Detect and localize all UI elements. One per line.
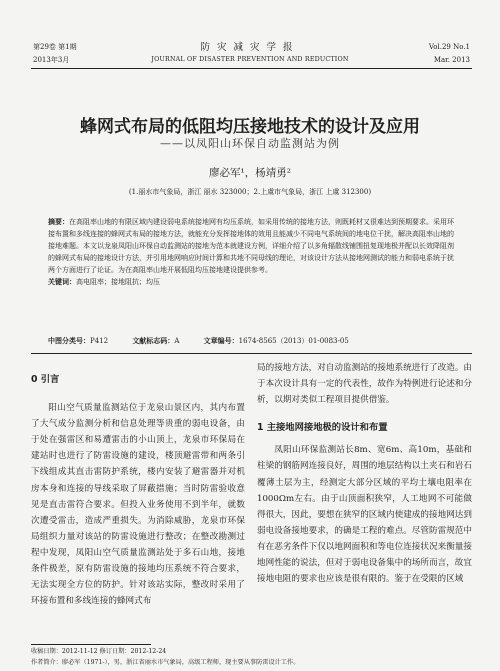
right-column: [257, 360, 472, 587]
author-bio: 作者简介：廖必军（1971-），男，浙江省丽水市气象局，高级工程师，现主要从事防雷设计工作。: [31, 659, 300, 666]
affiliation: (1.丽水市气象局，浙江 丽水 323000；2.上虞市气象局，浙江 上虞 312300): [128, 188, 372, 196]
abstract-label: 摘要：: [48, 218, 69, 226]
abstract-text: 在高阻率山地的有限区域内建设弱电系统接地网有均压系统，如采用传统的接地方法，则既耗材又很难达到预期要求。采用环接布置和多线连接的蜂网式布局的接地方法，就能充分发挥接地体的效用且能减少不同电气系统间的地电位干扰，解决高阻率山地的接地难题。本文以龙泉凤阳山环保自动监测站的接地为范本就建设方例，详细介绍了以多角辐散线铺围扭复现地极并配以长效降阻剂的蜂网式布局的接地设计方法，并引用地网响应时间计算和共地不同母线的理论，对该设计方法从接地网测试的能力和弱电系统于扰两个方面进行了论证。为在高阻率山地开展低阻均压接地建设提供参考。: [48, 218, 454, 274]
section-heading-1: 1 主接地网接地极的设计和布置: [257, 422, 388, 434]
article-subtitle: ——以凤阳山环保自动监测站为例: [160, 137, 340, 150]
intro-paragraph: 阳山空气质量监测站位于龙泉山景区内，其内布置了大气成分监测分析和信息处理等贵重的弱电设备，由于处在强雷区和易遭雷击的小山顶上，龙泉市环保局在建站时也进行了防雷设施的建设，楼顶避雷带和两条引下线组成其直击雷防护系统，楼内安装了避雷器并对机房本身和连接的导线采取了屏蔽措施；当时防雷验收意见是直击雷符合要求。但投入业务使用不到半年，就数次遭受雷击，造成严重损失。为消除威胁，龙泉市环保局组织力量对该站的防雷设施进行整改；在整改勘测过程中发现，凤阳山空气质量监测站处于多石山地，接地条件极差，原有防雷设施的接地均压系统不符合要求，无法实现全方位的防护。针对该站实际，整改时采用了环接布置和多线连接的蜂网式布: [31, 403, 245, 607]
keywords: 高电阻率；接地阻抗；均压: [76, 278, 160, 286]
doc-code: A: [174, 337, 180, 345]
journal-name: [0, 41, 500, 66]
section-heading-intro: 0 引言: [31, 374, 60, 385]
volume-issue-cn: 第29卷 第1期: [33, 43, 77, 51]
doc-code-label: 文献标志码：: [132, 337, 175, 345]
authors: 廖必军¹，杨靖勇²: [209, 167, 291, 179]
journal-title-cn: 防灾减灾学报: [200, 42, 300, 53]
footnotes: [31, 646, 472, 668]
volume-info-en: [429, 41, 470, 67]
section1-paragraph: 凤阳山环保监测站长8m、宽6m、高10m，基础和柱梁的钢筋网连接良好，周围的地层结构以土夹石和岩石覆薄土层为主，经测定大部分区域的平均土壤电阻率在1000Ωm左右。由于山顶面积狭窄，人工地网不可能做得很大，因此，要想在狭窄的区域内使建成的接地网达到弱电设备接地要求，的确是工程的难点。尽管防雷规范中有在恶劣条件下仅以地网面积和等电位连接状况来衡量接地网性能的说法，但对于弱电设备集中的场所而言，故宜接地电阻的要求也应该是很有限的。鉴于在受限的区域: [257, 445, 472, 585]
date-cn: 2013年3月: [33, 56, 70, 64]
abstract-rule: [31, 353, 472, 354]
volume-issue-en: Vol.29 No.1: [428, 43, 470, 51]
article-id-label: 文章编号：: [203, 337, 239, 345]
footnote-rule: [31, 644, 151, 645]
journal-title-en: JOURNAL OF DISASTER PREVENTION AND REDUCTION: [151, 56, 349, 63]
abstract: [48, 216, 454, 288]
date-en: Mar. 2013: [433, 56, 470, 64]
received-date: 收稿日期：2012-11-12 修订日期：2012-12-24: [31, 648, 167, 655]
article-id: 1674-8565（2013）01-0083-05: [238, 337, 349, 345]
header-rule: [31, 68, 472, 69]
article-title: 蜂网式布局的低阻均压接地技术的设计及应用: [80, 117, 420, 137]
keywords-label: 关键词：: [48, 278, 76, 286]
clc-label: 中图分类号：: [48, 337, 90, 345]
classification-line: [48, 336, 454, 346]
clc-number: P412: [90, 337, 109, 345]
intro-paragraph-cont: 局的接地方法，对自动监测站的接地系统进行了改造。由于本次设计具有一定的代表性，故作为特例进行论述和分析，以期对类似工程项目提供借鉴。: [257, 363, 472, 406]
left-column: [31, 372, 245, 609]
